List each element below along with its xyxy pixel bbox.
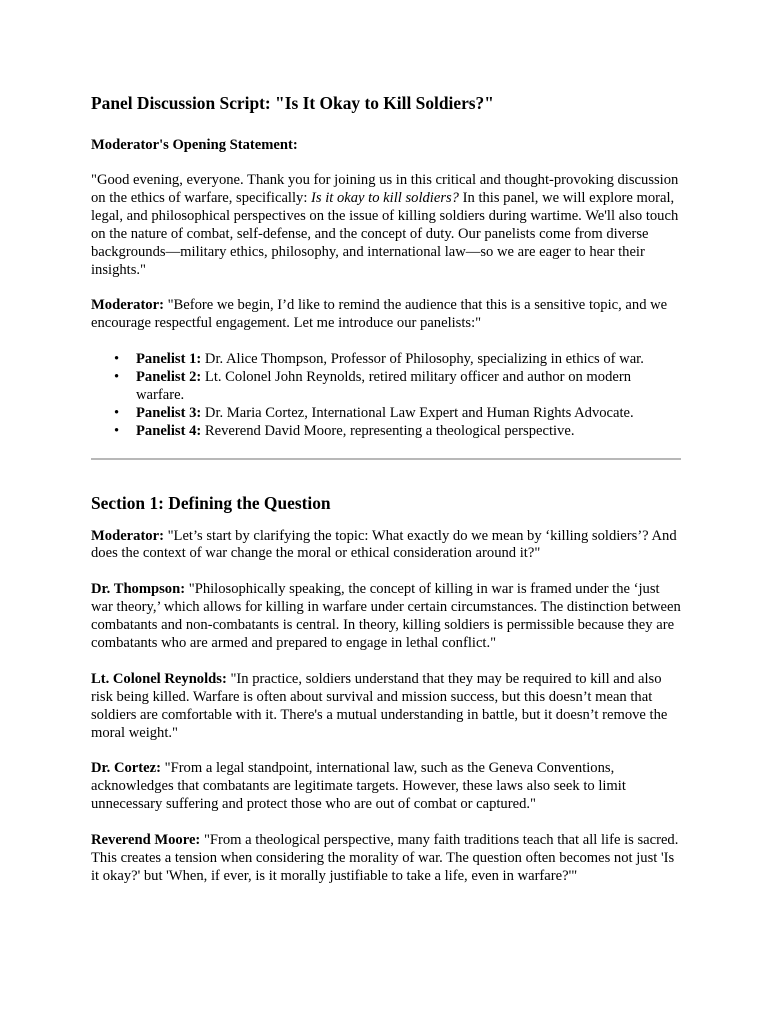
panelist-label: Panelist 1: — [136, 351, 202, 368]
panelist-label: Panelist 4: — [136, 422, 202, 439]
opening-statement-heading: Moderator's Opening Statement: — [91, 137, 298, 153]
speaker-label: Dr. Thompson: — [91, 581, 186, 598]
speech-text: "From a legal standpoint, international law, such as the Geneva Conventions, acknowledges that combatants are legitimate targets. However, these laws also seek to limit unnecessary suffering and protect those who are out of combat or captured." — [91, 760, 626, 813]
dialogue-paragraph-thompson — [91, 581, 681, 653]
opening-text-end: In this panel, we will explore moral, legal, and philosophical perspectives on the issue of killing soldiers during wartime. We'll also touch on the nature of combat, self-defense, and the concept of duty. Our panelists come from diverse backgrounds—military ethics, philosophy, and international law—so we are eager to hear their insights." — [91, 189, 679, 278]
speaker-label: Lt. Colonel Reynolds: — [91, 670, 227, 687]
speech-text: "From a theological perspective, many faith traditions teach that all life is sacred. This creates a tension when considering the morality of war. The question often becomes not just 'Is it okay?' but 'When, if ever, is it morally justifiable to take a life, even in warfare?'" — [91, 831, 679, 884]
panelist-label: Panelist 3: — [136, 404, 202, 421]
opening-statement-paragraph — [91, 172, 681, 279]
horizontal-divider — [91, 458, 681, 460]
list-item-panelist-4 — [136, 423, 681, 441]
opening-question-italic: Is it okay to kill soldiers? — [311, 189, 459, 206]
dialogue-paragraph-cortez — [91, 760, 681, 814]
speech-text: "Before we begin, I’d like to remind the audience that this is a sensitive topic, and we encourage respectful engagement. Let me introduce our panelists:" — [91, 297, 668, 332]
panelist-description: Reverend David Moore, representing a theological perspective. — [201, 422, 575, 439]
dialogue-paragraph-moderator — [91, 528, 681, 564]
list-item-panelist-3 — [136, 405, 681, 423]
panelist-description: Lt. Colonel John Reynolds, retired military officer and author on modern warfare. — [136, 368, 632, 403]
list-item-panelist-2 — [136, 369, 681, 405]
speech-text: "Philosophically speaking, the concept of killing in war is framed under the ‘just war theory,’ which allows for killing in warfare under certain circumstances. The distinction between combatants and non-combatants is central. In theory, killing soldiers is permissible because they are combatants who are armed and prepared to engage in lethal conflict." — [91, 581, 681, 651]
section-1-title: Section 1: Defining the Question — [91, 492, 331, 513]
dialogue-paragraph-reynolds — [91, 671, 681, 743]
panelist-list — [91, 351, 681, 441]
panelist-description: Dr. Alice Thompson, Professor of Philosophy, specializing in ethics of war. — [201, 351, 644, 368]
speaker-label: Moderator: — [91, 297, 164, 314]
moderator-intro-paragraph — [91, 297, 681, 333]
dialogue-paragraph-moore — [91, 832, 681, 886]
speaker-label: Reverend Moore: — [91, 831, 201, 848]
speech-text: "Let’s start by clarifying the topic: What exactly do we mean by ‘killing soldiers’? And does the context of war change the moral or ethical consideration around it?" — [91, 527, 677, 562]
opening-text-start: "Good evening, everyone. Thank you for joining us in this critical and thought-provoking discussion on the ethics of warfare, specifically: — [91, 172, 679, 206]
panelist-label: Panelist 2: — [136, 368, 202, 385]
document-page — [91, 92, 681, 904]
speech-text: "In practice, soldiers understand that they may be required to kill and also risk being killed. Warfare is often about survival and mission success, but this doesn’t mean that soldiers are comfortable with it. There's a mutual understanding in battle, but it doesn’t remove the moral weight." — [91, 670, 668, 741]
panelist-description: Dr. Maria Cortez, International Law Expert and Human Rights Advocate. — [201, 404, 634, 421]
document-title: Panel Discussion Script: "Is It Okay to Kill Soldiers?" — [91, 93, 494, 113]
speaker-label: Moderator: — [91, 527, 164, 544]
speaker-label: Dr. Cortez: — [91, 760, 161, 777]
list-item-panelist-1 — [136, 351, 681, 369]
